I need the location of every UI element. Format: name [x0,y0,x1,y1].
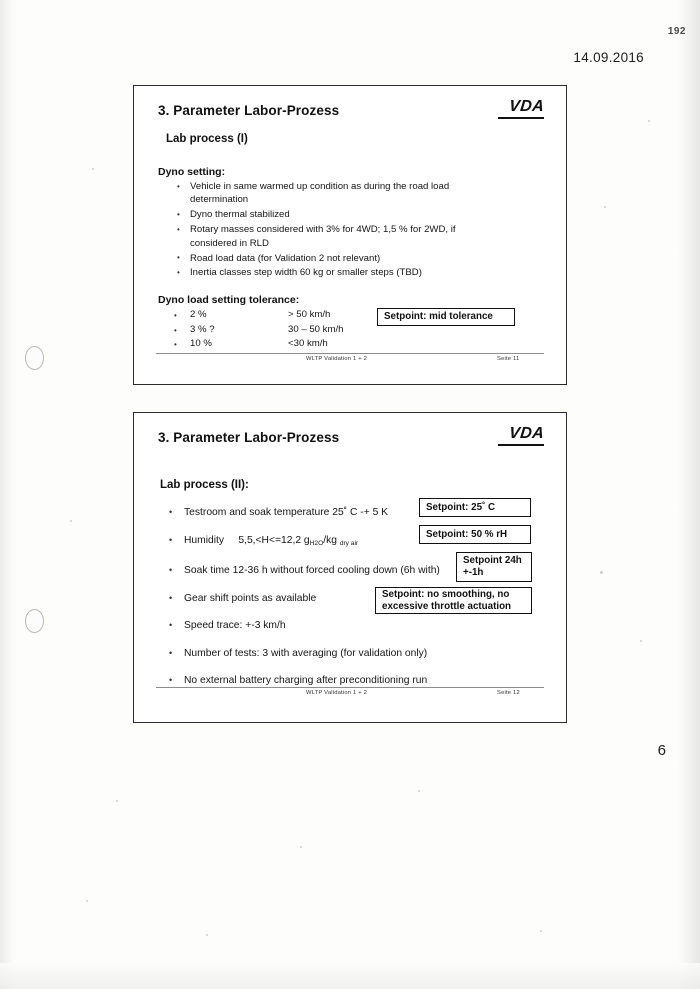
scan-edge-shading-right [678,0,700,989]
slide-1-section-label: Dyno setting: [158,166,226,178]
page-number: 6 [657,742,666,759]
tolerance-range: 30 – 50 km/h [288,323,344,335]
scan-edge-shading-bottom [0,963,700,989]
dyno-load-tolerance-table [174,308,408,352]
slide-2 [133,412,567,723]
slide-1-footer-right: Seite 11 [497,356,520,362]
scan-speck [640,640,642,642]
slide-2-subhead: Lab process (II): [160,479,249,491]
setpoint-callout-speed-trace: Setpoint: no smoothing, no excessive throttle actuation [375,587,532,614]
scan-speck [600,571,603,574]
list-item: • Number of tests: 3 with averaging (for validation only) [166,647,496,661]
scan-speck [540,930,542,932]
scan-speck [648,120,650,122]
setpoint-callout-humidity: Setpoint: 50 % rH [419,525,531,544]
slide-2-footer-center: WLTP Validation 1 + 2 [306,690,368,696]
setpoint-callout-temperature: Setpoint: 25˚ C [419,498,531,517]
list-item: • Dyno thermal stabilized [174,208,494,221]
list-item: • Road load data (for Validation 2 not relevant) [174,252,494,265]
punch-hole-icon [25,609,44,633]
slide-2-footer-right: Seite 12 [497,690,520,696]
list-item: • Testroom and soak temperature 25˚ C -+ 5 K [166,506,496,520]
slide-1-bullet-list [174,180,494,281]
scan-speck [116,800,118,802]
punch-hole-icon [25,346,44,370]
list-item: • Speed trace: +-3 km/h [166,619,496,633]
list-item: • No external battery charging after preconditioning run [166,674,496,688]
bullet-icon: • [174,311,177,320]
tolerance-value: 2 % [190,309,207,320]
list-item: • Gear shift points as available [166,592,496,606]
bullet-icon: • [174,325,177,335]
document-date: 14.09.2016 [573,50,644,65]
vda-logo-underline [498,117,544,119]
slide-1-tolerance-label: Dyno load setting tolerance: [158,294,300,306]
tolerance-value: 3 % ? [190,323,215,335]
slide-2-title: 3. Parameter Labor-Prozess [158,430,340,445]
tolerance-range: > 50 km/h [288,309,331,320]
table-row [174,308,408,323]
scan-speck [604,206,606,208]
slide-1 [133,85,567,385]
slide-2-footer-rule [156,687,544,688]
slide-1-subhead: Lab process (I) [166,133,248,145]
scan-speck [86,900,88,902]
scan-speck [92,168,94,170]
table-row [174,337,408,352]
vda-logo-underline [498,444,544,446]
scan-speck [300,846,302,848]
list-item: • Rotary masses considered with 3% for 4WD; 1,5 % for 2WD, if considered in RLD [174,223,494,250]
vda-logo: VDA [507,98,545,115]
slide-1-title: 3. Parameter Labor-Prozess [158,103,340,118]
setpoint-callout-soak-time: Setpoint 24h +-1h [456,552,532,582]
setpoint-callout-mid-tolerance: Setpoint: mid tolerance [377,308,515,326]
list-item: • Humidity 5,5,<H<=12,2 $g_{H2O}/kg$ $_{dry air}$ [166,534,496,551]
bullet-icon: • [174,340,177,350]
list-item: • Vehicle in same warmed up condition as during the road load determination [174,180,494,207]
slide-1-footer-rule [156,353,544,354]
tolerance-value: 10 % [190,338,212,350]
scan-edge-shading-left [0,0,14,989]
table-row [174,323,408,338]
archive-stamp-number: 192 [667,26,686,37]
list-item: • Soak time 12-36 h without forced cooling down (6h with) [166,564,496,578]
scan-speck [418,790,420,792]
list-item: • Inertia classes step width 60 kg or smaller steps (TBD) [174,266,494,279]
scan-speck [206,934,208,936]
scan-speck [70,520,72,522]
tolerance-range: <30 km/h [288,338,328,350]
slide-1-footer-center: WLTP Validation 1 + 2 [306,356,368,362]
vda-logo: VDA [507,425,545,442]
